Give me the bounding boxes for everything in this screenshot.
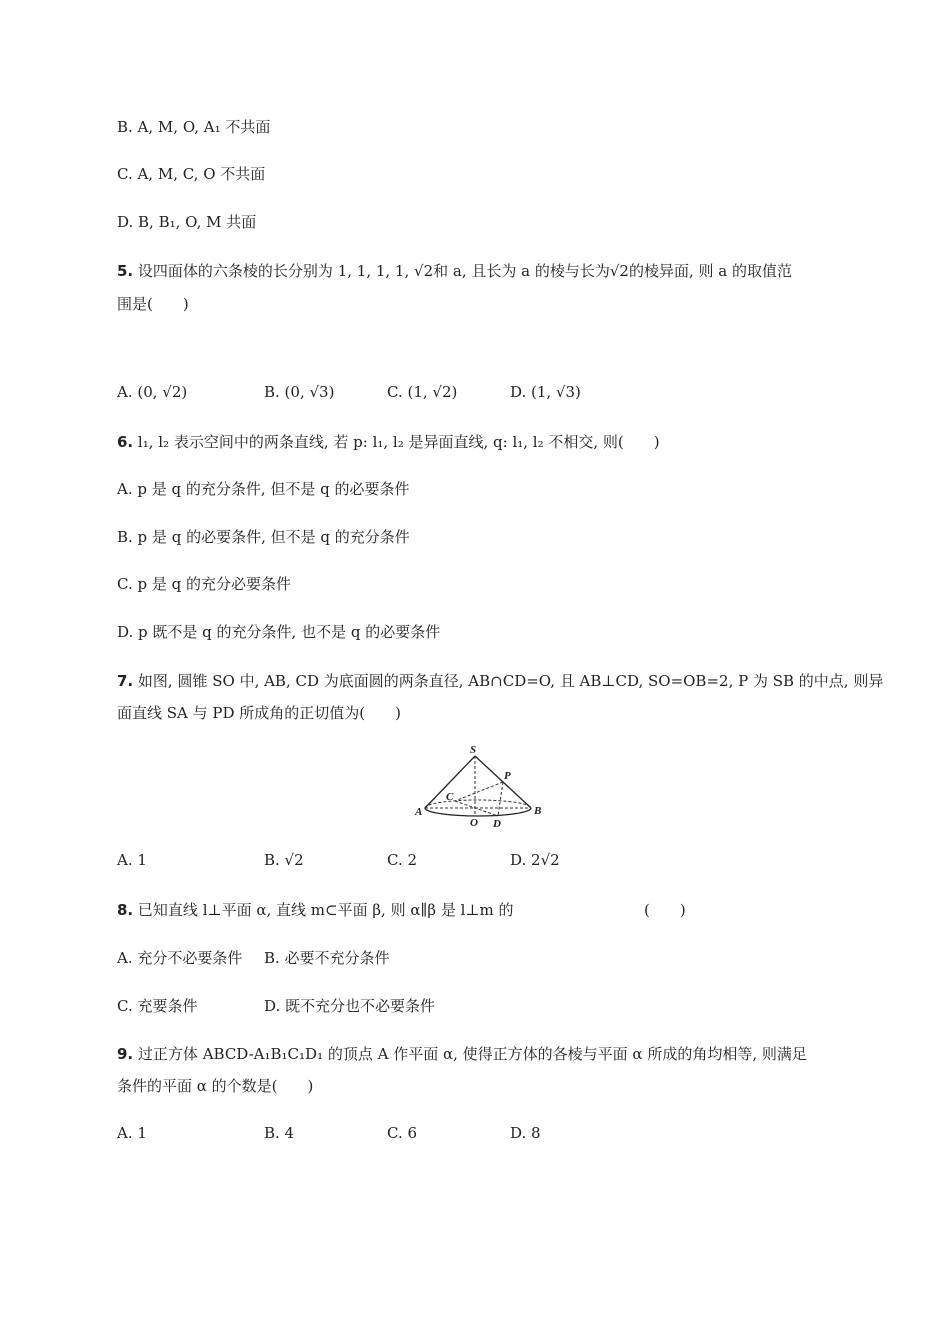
label-O: O xyxy=(470,817,478,829)
segment-PC xyxy=(455,782,503,801)
q5-option-c: C. (1, √2) xyxy=(387,383,458,401)
q9-stem-line1 xyxy=(117,1043,807,1065)
q6-option-a: A. p 是 q 的充分条件, 但不是 q 的必要条件 xyxy=(117,480,410,498)
q6-option-d: D. p 既不是 q 的充分条件, 也不是 q 的必要条件 xyxy=(117,623,441,641)
label-P: P xyxy=(504,770,511,782)
segment-PD xyxy=(498,782,503,816)
q7-option-c: C. 2 xyxy=(387,851,418,869)
q6-option-b: B. p 是 q 的必要条件, 但不是 q 的充分条件 xyxy=(117,528,410,546)
cone-figure xyxy=(408,743,548,829)
q6-number: 6. xyxy=(117,433,134,451)
q5-option-b: B. (0, √3) xyxy=(264,383,335,401)
q8-text: 已知直线 l⊥平面 α, 直线 m⊂平面 β, 则 α∥β 是 l⊥m 的 xyxy=(137,901,514,919)
cone-base-back xyxy=(425,800,531,808)
q9-option-c: C. 6 xyxy=(387,1124,418,1142)
q4-option-b: B. A, M, O, A₁ 不共面 xyxy=(117,118,271,136)
q7-option-b: B. √2 xyxy=(264,851,304,869)
q5-option-a: A. (0, √2) xyxy=(117,383,188,401)
q8-option-d: D. 既不充分也不必要条件 xyxy=(264,997,436,1015)
cone-base-front xyxy=(425,808,531,816)
q7-text-line1: 如图, 圆锥 SO 中, AB, CD 为底面圆的两条直径, AB∩CD=O, 且 AB⊥CD, SO=OB=2, P 为 SB 的中点, 则异 xyxy=(137,672,884,690)
q5-stem-line2: 围是( ) xyxy=(117,295,189,313)
q6-option-c: C. p 是 q 的充分必要条件 xyxy=(117,575,291,593)
q6-stem xyxy=(117,431,660,453)
q5-option-d: D. (1, √3) xyxy=(510,383,581,401)
q9-text-line1: 过正方体 ABCD-A₁B₁C₁D₁ 的顶点 A 作平面 α, 使得正方体的各棱与平面 α 所成的角均相等, 则满足 xyxy=(137,1045,807,1063)
q9-option-a: A. 1 xyxy=(117,1124,147,1142)
q9-option-d: D. 8 xyxy=(510,1124,541,1142)
label-D: D xyxy=(493,818,501,829)
q9-option-b: B. 4 xyxy=(264,1124,295,1142)
label-S: S xyxy=(470,744,477,756)
q9-stem-line2: 条件的平面 α 的个数是( ) xyxy=(117,1077,314,1095)
q5-number: 5. xyxy=(117,262,134,280)
q8-stem xyxy=(117,899,514,921)
q8-answer-bracket: ( ) xyxy=(644,901,686,919)
q9-number: 9. xyxy=(117,1045,134,1063)
q8-option-c: C. 充要条件 xyxy=(117,997,198,1015)
q4-option-c: C. A, M, C, O 不共面 xyxy=(117,165,266,183)
q5-text-line1: 设四面体的六条棱的长分别为 1, 1, 1, 1, √2和 a, 且长为 a 的棱与长为√2的棱异面, 则 a 的取值范 xyxy=(137,262,792,280)
q8-number: 8. xyxy=(117,901,134,919)
label-B: B xyxy=(534,805,542,817)
q4-option-d: D. B, B₁, O, M 共面 xyxy=(117,213,257,231)
label-C: C xyxy=(446,791,454,803)
q7-stem-line1 xyxy=(117,670,883,692)
q7-number: 7. xyxy=(117,672,134,690)
q6-text: l₁, l₂ 表示空间中的两条直线, 若 p: l₁, l₂ 是异面直线, q: l₁, l₂ 不相交, 则( ) xyxy=(137,433,660,451)
label-A: A xyxy=(415,806,423,818)
q7-stem-line2: 面直线 SA 与 PD 所成角的正切值为( ) xyxy=(117,704,402,722)
q8-option-a: A. 充分不必要条件 xyxy=(117,949,243,967)
q7-option-d: D. 2√2 xyxy=(510,851,560,869)
q5-stem-line1 xyxy=(117,260,792,282)
q7-option-a: A. 1 xyxy=(117,851,147,869)
q8-option-b: B. 必要不充分条件 xyxy=(264,949,390,967)
